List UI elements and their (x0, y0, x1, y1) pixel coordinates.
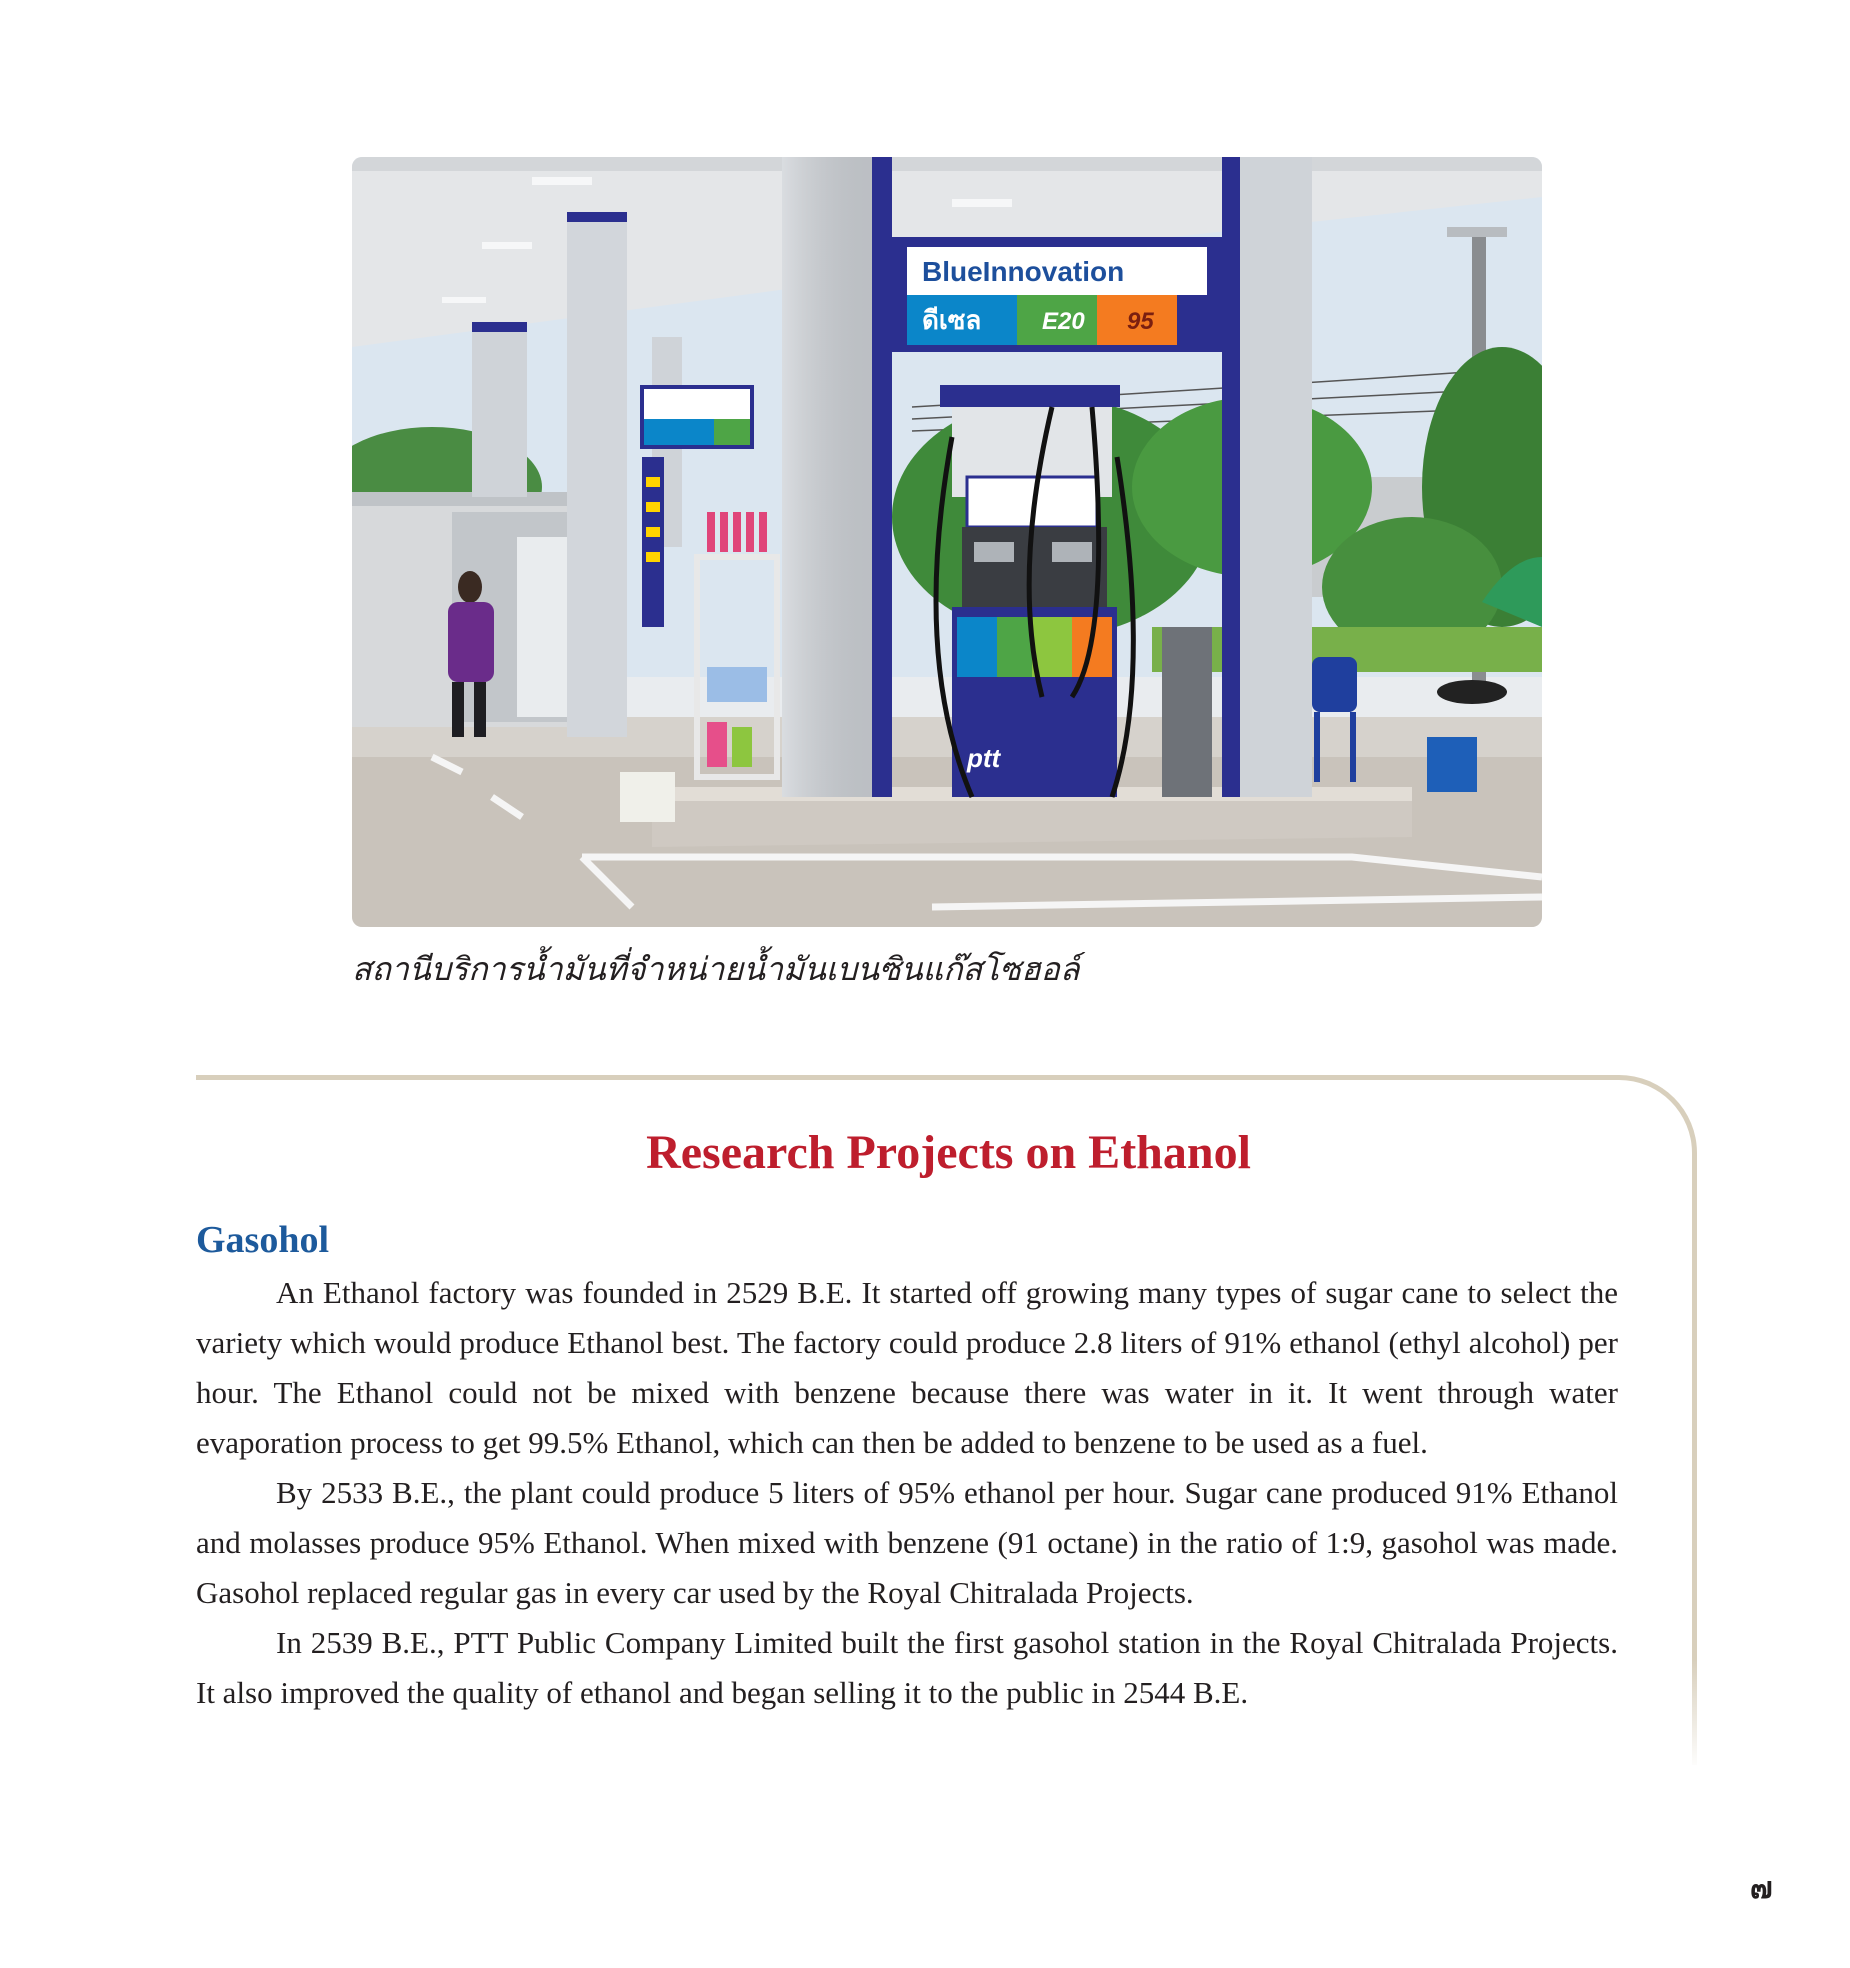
frame-fade (1690, 1660, 1704, 1770)
gas-station-photo (352, 157, 1542, 927)
sign-product-e20: E20 (1042, 308, 1085, 335)
subheading-gasohol: Gasohol (196, 1219, 330, 1261)
paragraph-2: By 2533 B.E., the plant could produce 5 liters of 95% ethanol per hour. Sugar cane produced 91% Ethanol and molasses produce 95% Ethanol. When mixed with benzene (91 octane) in the ratio of 1:9, gasohol was made. Gasohol replaced regular gas in every car used by the Royal Chitralada Projects. (196, 1475, 1618, 1610)
section-title: Research Projects on Ethanol (646, 1126, 1251, 1179)
gas-station-illustration (352, 157, 1542, 927)
sign-product-diesel: ดีเซล (922, 306, 982, 336)
page-number: ๗ (1750, 1871, 1773, 1906)
article-body (196, 1268, 1618, 1718)
sign-brand-text: BlueInnovation (922, 256, 1125, 287)
pump-brand-text: ptt (967, 743, 1001, 773)
sign-product-95: 95 (1127, 308, 1154, 335)
photo-caption: สถานีบริการน้ำมันที่จำหน่ายน้ำมันเบนซินแก๊สโซฮอล์ (352, 950, 1080, 988)
paragraph-1: An Ethanol factory was founded in 2529 B.E. It started off growing many types of sugar cane to select the variety which would produce Ethanol best. The factory could produce 2.8 liters of 91% ethanol (ethyl alcohol) per hour. The Ethanol could not be mixed with benzene because there was water in it. It went through water evaporation process to get 99.5% Ethanol, which can then be added to benzene to be used as a fuel. (196, 1275, 1618, 1460)
paragraph-3: In 2539 B.E., PTT Public Company Limited built the first gasohol station in the Royal Chitralada Projects. It also improved the quality of ethanol and began selling it to the public in 2544 B.E. (196, 1625, 1618, 1710)
